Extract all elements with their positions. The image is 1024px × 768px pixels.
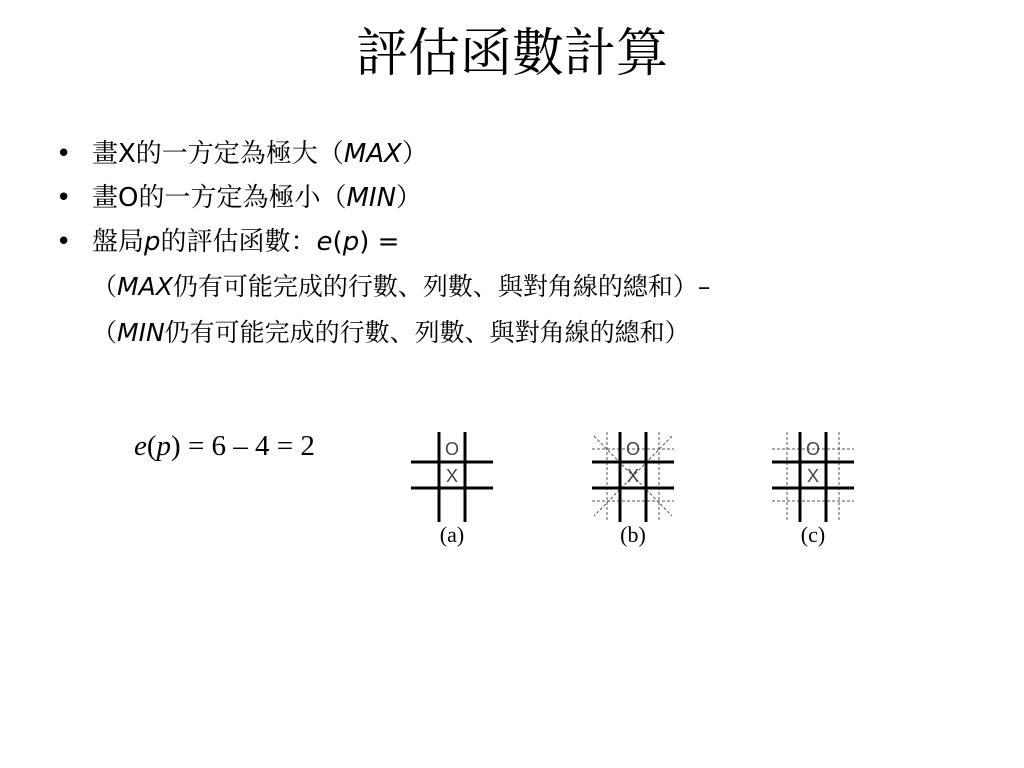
board-c-grid <box>768 430 858 522</box>
bullet-min <box>56 176 956 220</box>
bullet-eval-p2: p <box>342 227 360 257</box>
formula-line-1-open: （ <box>92 272 118 301</box>
board-a <box>407 430 497 550</box>
bullet-max <box>56 132 956 176</box>
board-c <box>768 430 858 550</box>
bullet-dot-icon: • <box>56 139 72 169</box>
bullet-dot-icon: • <box>56 227 72 257</box>
board-a-o-mark: O <box>444 439 460 459</box>
bullet-max-suffix: ） <box>401 139 428 169</box>
bullet-eval-mid: 的評估函數： <box>160 227 317 257</box>
formula-line-2-em: MIN <box>117 318 165 347</box>
board-c-o-mark: O <box>805 439 821 459</box>
bullet-dot-icon: • <box>56 183 72 213</box>
board-b-x-mark: X <box>626 466 640 486</box>
bullet-eval-paren-close: ) = <box>359 227 400 257</box>
formula-line-2 <box>56 310 956 356</box>
bullet-eval <box>56 220 956 264</box>
equation-rest: ) = 6 – 4 = 2 <box>171 430 315 462</box>
bullet-eval-p: p <box>144 227 161 257</box>
bullet-eval-prefix: 盤局 <box>92 227 145 257</box>
formula-line-1 <box>56 264 956 310</box>
formula-line-2-rest: 仍有可能完成的行數、列數、與對角線的總和） <box>164 318 690 347</box>
board-b-grid <box>588 430 678 522</box>
board-c-label: (c) <box>800 522 826 547</box>
bullet-eval-e: e <box>316 227 333 257</box>
board-b-o-mark: O <box>625 439 641 459</box>
bullet-min-em: MIN <box>346 183 397 213</box>
equation <box>134 430 315 463</box>
board-a-x-mark: X <box>445 466 459 486</box>
board-b <box>588 430 678 550</box>
bullet-min-suffix: ） <box>396 183 423 213</box>
formula-line-2-open: （ <box>92 318 118 347</box>
board-b-label: (b) <box>620 522 646 547</box>
equation-open: ( <box>146 430 157 462</box>
board-c-x-mark: X <box>806 466 820 486</box>
board-a-grid <box>407 430 497 522</box>
bullet-list <box>56 132 956 356</box>
slide-title: 評估函數計算 <box>355 24 668 84</box>
board-a-label: (a) <box>439 522 465 547</box>
formula-line-1-rest: 仍有可能完成的行數、列數、與對角線的總和）– <box>172 272 711 301</box>
bullet-max-prefix: 畫X的一方定為極大（ <box>92 139 344 169</box>
equation-e: e <box>134 430 147 462</box>
equation-p: p <box>156 430 172 462</box>
formula-line-1-em: MAX <box>117 272 173 301</box>
bullet-eval-paren-open: ( <box>332 227 343 257</box>
bullet-min-prefix: 畫O的一方定為極小（ <box>92 183 347 213</box>
bullet-max-em: MAX <box>343 139 402 169</box>
